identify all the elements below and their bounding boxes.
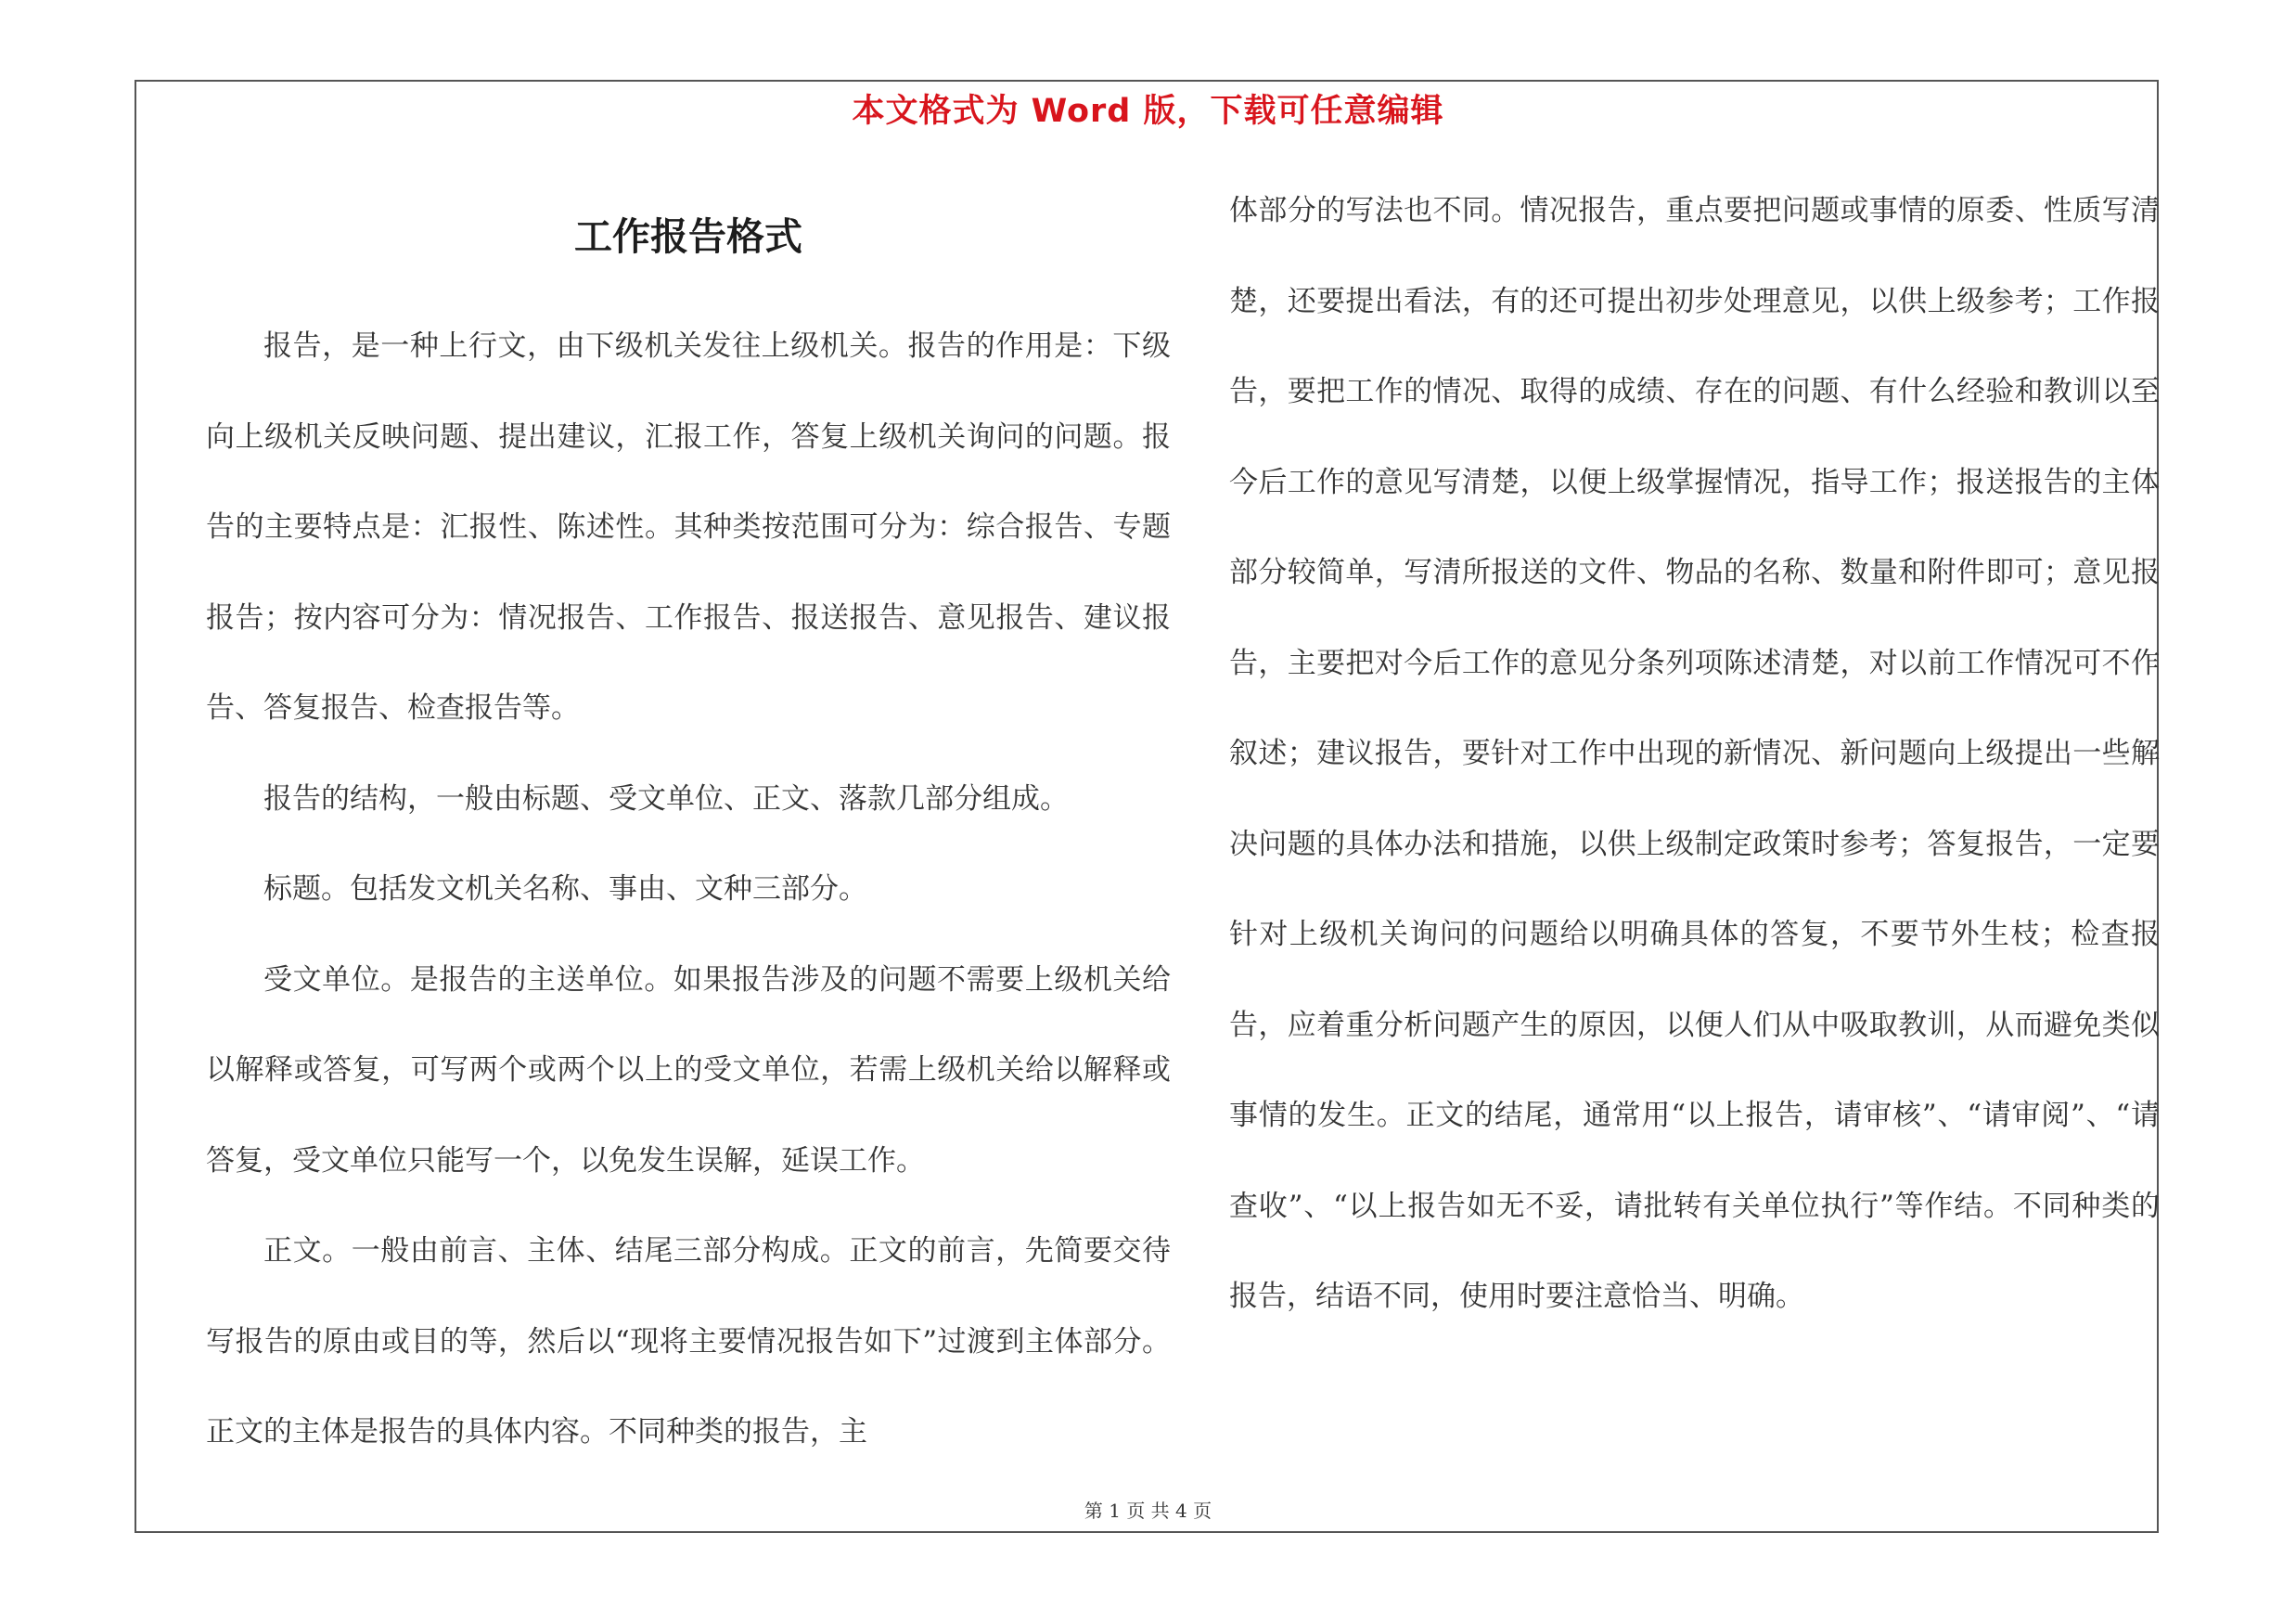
paragraph-definition: 报告，是一种上行文，由下级机关发往上级机关。报告的作用是：下级向上级机关反映问题、提出建议，汇报工作，答复上级机关询问的问题。报告的主要特点是：汇报性、陈述性。其种类按范围可分为：综合报告、专题报告；按内容可分为：情况报告、工作报告、报送报告、意见报告、建议报告、答复报告、检查报告等。: [206, 329, 1171, 725]
page-number: 第 1 页 共 4 页: [1084, 1500, 1212, 1522]
paragraph-body-continued: 体部分的写法也不同。情况报告，重点要把问题或事情的原委、性质写清楚，还要提出看法，有的还可提出初步处理意见，以供上级参考；工作报告，要把工作的情况、取得的成绩、存在的问题、有什么经验和教训以至今后工作的意见写清楚，以便上级掌握情况，指导工作；报送报告的主体部分较简单，写清所报送的文件、物品的名称、数量和附件即可；意见报告，主要把对今后工作的意见分条列项陈述清楚，对以前工作情况可不作叙述；建议报告，要针对工作中出现的新情况、新问题向上级提出一些解决问题的具体办法和措施，以供上级制定政策时参考；答复报告，一定要针对上级机关询问的问题给以明确具体的答复，不要节外生枝；检查报告，应着重分析问题产生的原因，以便人们从中吸取教训，从而避免类似事情的发生。正文的结尾，通常用“以上报告，请审核”、“请审阅”、“请查收”、“以上报告如无不妥，请批转有关单位执行”等作结。不同种类的报告，结语不同，使用时要注意恰当、明确。: [1229, 194, 2160, 1313]
paragraph-body-intro: 正文。一般由前言、主体、结尾三部分构成。正文的前言，先简要交待写报告的原由或目的等，然后以“现将主要情况报告如下”过渡到主体部分。正文的主体是报告的具体内容。不同种类的报告，主: [206, 1234, 1171, 1449]
document-title: 工作报告格式: [574, 214, 802, 259]
paragraph-recipient: 受文单位。是报告的主送单位。如果报告涉及的问题不需要上级机关给以解释或答复，可写两个或两个以上的受文单位，若需上级机关给以解释或答复，受文单位只能写一个，以免发生误解，延误工作。: [206, 962, 1171, 1178]
format-notice-banner: 本文格式为 Word 版，下载可任意编辑: [852, 93, 1444, 130]
paragraph-title-section: 标题。包括发文机关名称、事由、文种三部分。: [263, 872, 867, 906]
left-column: [206, 302, 1171, 1478]
paragraph-structure: 报告的结构，一般由标题、受文单位、正文、落款几部分组成。: [263, 781, 1069, 816]
right-column: [1229, 166, 2160, 1343]
